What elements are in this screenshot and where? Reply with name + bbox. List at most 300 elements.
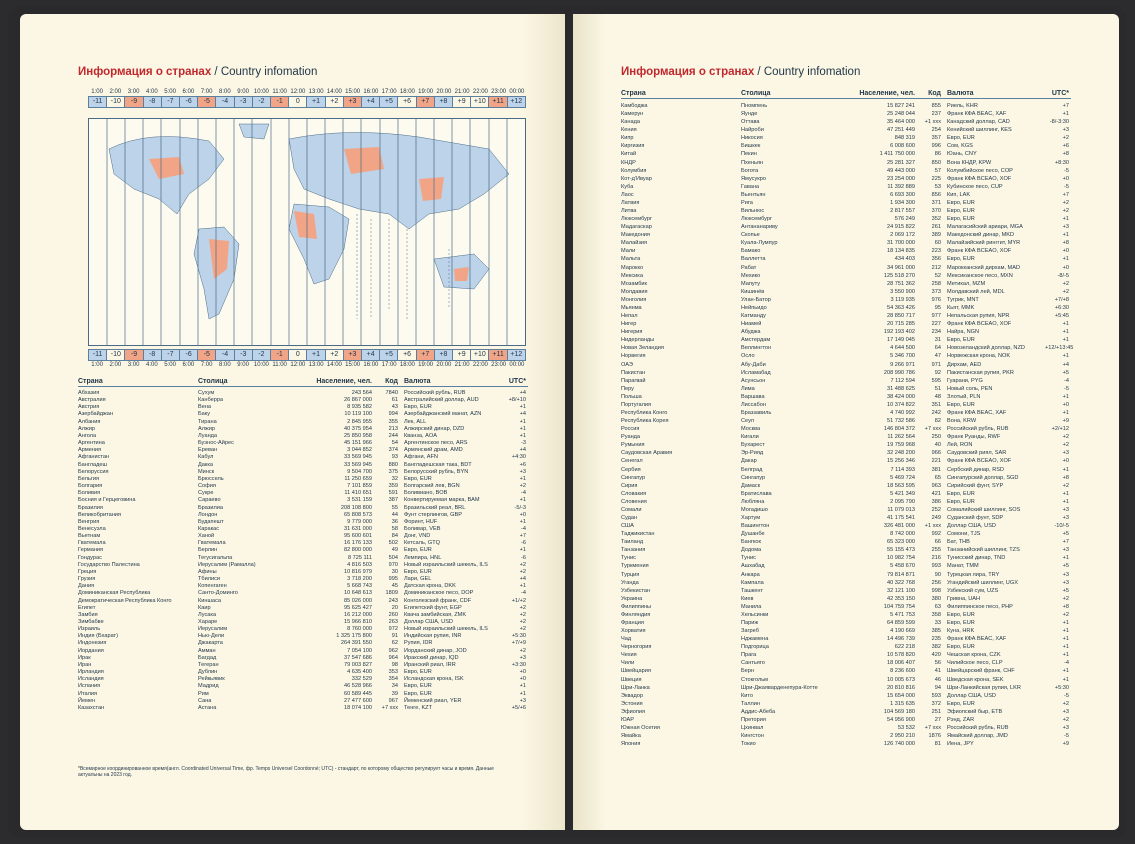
utc-cell: +1 bbox=[519, 690, 526, 697]
population-cell: 243 564 bbox=[351, 390, 372, 396]
table-row bbox=[621, 328, 1071, 336]
table-row bbox=[621, 627, 1071, 635]
utc-cell: -9 bbox=[125, 350, 143, 360]
hour-cell: 10:00 bbox=[253, 362, 269, 368]
country-cell: Казахстан bbox=[78, 704, 105, 711]
country-cell: ОАЭ bbox=[621, 361, 633, 368]
hour-cell: 18:00 bbox=[399, 89, 415, 95]
utc-cell: +9 bbox=[453, 97, 471, 107]
country-cell: Литва bbox=[621, 208, 637, 215]
table-row bbox=[621, 676, 1071, 684]
utc-cell: +3 bbox=[519, 468, 526, 475]
country-cell: Камбоджа bbox=[621, 103, 648, 109]
country-cell: Болгария bbox=[78, 483, 103, 490]
capital-cell: Вена bbox=[198, 404, 212, 411]
currency-cell: Российский рубль, RUB bbox=[947, 725, 1009, 732]
utc-cell: +4:30 bbox=[511, 454, 526, 461]
capital-cell: Сантьяго bbox=[741, 660, 765, 667]
country-cell: Мексика bbox=[621, 272, 643, 279]
utc-cell: +2 bbox=[519, 604, 526, 611]
utc-cell: +2 bbox=[519, 483, 526, 490]
country-cell: Венесуэла bbox=[78, 525, 106, 532]
table-row bbox=[621, 700, 1071, 708]
population-cell: 27 477 600 bbox=[344, 697, 372, 704]
capital-cell: Прага bbox=[741, 652, 757, 659]
population-cell: 146 804 372 bbox=[883, 426, 915, 433]
utc-cell: +1 bbox=[519, 404, 526, 411]
table-row bbox=[621, 159, 1071, 167]
table-row bbox=[78, 512, 528, 519]
country-cell: Колумбия bbox=[621, 167, 647, 174]
country-cell: Аргентина bbox=[78, 440, 105, 447]
table-row bbox=[78, 705, 528, 712]
utc-cell: +5:30 bbox=[511, 633, 526, 640]
code-cell: 992 bbox=[931, 531, 941, 538]
code-cell: 373 bbox=[931, 288, 941, 295]
currency-cell: Евро, EUR bbox=[404, 690, 432, 697]
country-cell: Чад bbox=[621, 636, 632, 643]
code-cell: 63 bbox=[934, 603, 941, 610]
currency-cell: Евро, EUR bbox=[404, 568, 432, 575]
currency-cell: Новый израильский шекель, ILS bbox=[404, 626, 488, 633]
country-cell: Эфиопия bbox=[621, 708, 646, 715]
code-cell: 66 bbox=[934, 539, 941, 546]
population-cell: 2 069 172 bbox=[890, 232, 915, 239]
currency-cell: Сомалийский шиллинг, SOS bbox=[947, 506, 1021, 513]
hour-cell: 21:00 bbox=[454, 362, 470, 368]
utc-cell: +1 bbox=[1062, 652, 1069, 659]
code-cell: 963 bbox=[931, 482, 941, 489]
code-cell: +7 xxx bbox=[924, 725, 941, 732]
utc-cell: -4 bbox=[216, 97, 234, 107]
code-cell: +7 xxx bbox=[381, 704, 398, 711]
table-row bbox=[78, 419, 528, 426]
table-row bbox=[78, 612, 528, 619]
capital-cell: Токио bbox=[741, 741, 756, 748]
currency-cell: Суданский фунт, SDP bbox=[947, 514, 1004, 521]
country-cell: Венгрия bbox=[78, 518, 100, 525]
utc-cell: +1 bbox=[1062, 644, 1069, 651]
code-cell: 972 bbox=[388, 626, 398, 633]
utc-cell: +9 bbox=[453, 350, 471, 360]
currency-cell: Манат, TMM bbox=[947, 563, 979, 570]
currency-cell: Найра, NGN bbox=[947, 329, 980, 336]
currency-cell: Дирхам, AED bbox=[947, 361, 982, 368]
hour-cell: 4:00 bbox=[146, 362, 158, 368]
utc-cell: +1/+2 bbox=[511, 597, 526, 604]
hour-cell: 00:00 bbox=[509, 362, 525, 368]
table-row bbox=[621, 587, 1071, 595]
currency-cell: Афгани, AFN bbox=[404, 454, 438, 461]
currency-cell: Филиппинское песо, PHP bbox=[947, 603, 1013, 610]
header-currency: Валюта bbox=[404, 378, 431, 385]
code-cell: 593 bbox=[931, 692, 941, 699]
population-cell: 25 248 044 bbox=[887, 111, 915, 118]
utc-cell: -7 bbox=[162, 97, 180, 107]
code-cell: 996 bbox=[931, 143, 941, 150]
table-row bbox=[621, 571, 1071, 579]
country-cell: Ирак bbox=[78, 654, 91, 661]
table-row bbox=[78, 655, 528, 662]
header-capital: Столица bbox=[198, 378, 228, 385]
country-cell: Люксембург bbox=[621, 216, 653, 223]
currency-cell: Бат, THB bbox=[947, 539, 970, 546]
utc-cell: +10 bbox=[471, 97, 489, 107]
utc-cell: 0 bbox=[289, 97, 307, 107]
code-cell: 357 bbox=[931, 135, 941, 142]
country-cell: Латвия bbox=[621, 199, 640, 206]
currency-cell: Вона КНДР, KPW bbox=[947, 159, 992, 166]
capital-cell: Сеул bbox=[741, 418, 755, 425]
table-row bbox=[78, 562, 528, 569]
country-cell: Нигер bbox=[621, 321, 637, 328]
utc-cell: +1 bbox=[519, 547, 526, 554]
utc-cell: +2 bbox=[1062, 716, 1069, 723]
currency-cell: Евро, EUR bbox=[404, 683, 432, 690]
utc-cell: -2 bbox=[253, 97, 271, 107]
country-cell: Уганда bbox=[621, 579, 639, 586]
capital-cell: Братислава bbox=[741, 490, 772, 497]
currency-cell: Евро, EUR bbox=[947, 490, 975, 497]
population-cell: 47 251 449 bbox=[887, 127, 915, 134]
capital-cell: Париж bbox=[741, 620, 759, 626]
currency-cell: Болгарский лев, BGN bbox=[404, 483, 460, 490]
country-cell: Канада bbox=[621, 119, 640, 126]
population-cell: 33 569 945 bbox=[344, 454, 372, 461]
code-cell: 34 bbox=[391, 683, 398, 690]
page-title: Информация о странах / Country infomation bbox=[78, 66, 318, 78]
code-cell: 261 bbox=[931, 224, 941, 231]
code-cell: 41 bbox=[934, 668, 941, 675]
hour-cell: 15:00 bbox=[345, 362, 361, 368]
population-cell: 10 648 613 bbox=[344, 590, 372, 597]
utc-cell: +1 bbox=[519, 432, 526, 439]
capital-cell: Нейпьидо bbox=[741, 304, 767, 311]
table-row bbox=[78, 605, 528, 612]
population-cell: 40 375 954 bbox=[344, 425, 372, 432]
utc-cell: +6 bbox=[398, 97, 416, 107]
code-cell: 49 bbox=[391, 547, 398, 554]
currency-cell: Кенийский шиллинг, KES bbox=[947, 127, 1012, 134]
capital-cell: Асунсьон bbox=[741, 377, 766, 384]
table-row bbox=[78, 533, 528, 540]
table-row bbox=[621, 417, 1071, 425]
capital-cell: Шри-Джаяварденепура-Котте bbox=[741, 684, 818, 691]
country-cell: Чехия bbox=[621, 652, 637, 659]
utc-cell: +2 bbox=[1062, 434, 1069, 441]
code-cell: 81 bbox=[934, 741, 941, 748]
currency-cell: Квача замбийская, ZMK bbox=[404, 611, 467, 618]
currency-cell: Боливар, VEB bbox=[404, 525, 441, 532]
currency-cell: Евро, EUR bbox=[404, 547, 432, 554]
code-cell: 55 bbox=[391, 504, 398, 511]
capital-cell: Загреб bbox=[741, 628, 759, 635]
currency-cell: Доллар США, USD bbox=[947, 523, 996, 530]
utc-cell: -2 bbox=[253, 350, 271, 360]
country-cell: Бангладеш bbox=[78, 461, 108, 468]
currency-cell: Тенге, KZT bbox=[404, 704, 433, 711]
population-cell: 23 254 000 bbox=[887, 175, 915, 182]
country-cell: Боливия bbox=[78, 490, 101, 497]
country-cell: Узбекистан bbox=[621, 587, 651, 594]
capital-cell: Будапешт bbox=[198, 518, 224, 525]
code-cell: 1876 bbox=[928, 733, 941, 740]
population-cell: 32 121 100 bbox=[887, 587, 915, 594]
population-cell: 434 403 bbox=[894, 256, 915, 263]
capital-cell: Мадрид bbox=[198, 683, 219, 690]
country-cell: Абхазия bbox=[78, 390, 100, 396]
country-cell: Ангола bbox=[78, 432, 97, 439]
hour-cell: 16:00 bbox=[363, 362, 379, 368]
capital-cell: Манила bbox=[741, 603, 762, 610]
code-cell: 234 bbox=[931, 329, 941, 336]
country-cell: Украина bbox=[621, 595, 643, 602]
hour-cell: 11:00 bbox=[272, 89, 287, 95]
capital-cell: Исламабад bbox=[741, 369, 771, 376]
country-cell: Словения bbox=[621, 498, 647, 505]
country-cell: Исландия bbox=[78, 676, 104, 683]
country-table-right bbox=[621, 102, 1074, 748]
table-row bbox=[621, 401, 1071, 409]
utc-cell: +7 bbox=[1062, 191, 1069, 198]
country-cell: Бразилия bbox=[78, 504, 103, 511]
utc-cell: +3 bbox=[1062, 547, 1069, 554]
currency-cell: Сом, KGS bbox=[947, 143, 973, 150]
population-cell: 4 740 992 bbox=[890, 409, 915, 416]
currency-cell: Армянский драм, AMD bbox=[404, 447, 463, 454]
hour-cell: 10:00 bbox=[253, 89, 269, 95]
hour-cell: 18:00 bbox=[399, 362, 415, 368]
code-cell: 56 bbox=[934, 660, 941, 667]
utc-cell: -4 bbox=[216, 350, 234, 360]
table-row bbox=[621, 393, 1071, 401]
utc-cell: +1 bbox=[1062, 216, 1069, 223]
code-cell: 355 bbox=[388, 418, 398, 425]
currency-cell: Конвертируемая марка, BAM bbox=[404, 497, 480, 504]
code-cell: 387 bbox=[388, 497, 398, 504]
utc-cell: +1 bbox=[1062, 337, 1069, 344]
hour-cell: 20:00 bbox=[436, 89, 452, 95]
utc-cell: +5 bbox=[1062, 531, 1069, 538]
hour-cell: 6:00 bbox=[182, 89, 195, 95]
code-cell: 263 bbox=[388, 619, 398, 625]
header-code: Код bbox=[385, 378, 398, 385]
code-cell: 223 bbox=[931, 248, 941, 255]
capital-cell: Белград bbox=[741, 466, 763, 473]
population-cell: 125 518 270 bbox=[883, 272, 915, 279]
population-cell: 208 108 800 bbox=[340, 504, 372, 511]
country-cell: Чили bbox=[621, 660, 635, 667]
population-cell: 3 119 935 bbox=[890, 296, 915, 303]
country-cell: Мали bbox=[621, 248, 636, 255]
code-cell: +7 xxx bbox=[924, 426, 941, 433]
capital-cell: Варшава bbox=[741, 393, 765, 400]
population-cell: 18 074 100 bbox=[344, 704, 372, 711]
country-cell: Замбия bbox=[78, 611, 98, 618]
utc-cell: +7 bbox=[1062, 539, 1069, 546]
hour-cell: 21:00 bbox=[454, 89, 470, 95]
code-cell: 370 bbox=[931, 208, 941, 215]
table-row bbox=[621, 369, 1071, 377]
population-cell: 54 363 426 bbox=[887, 304, 915, 311]
country-cell: Нидерланды bbox=[621, 337, 655, 344]
hour-cell: 20:00 bbox=[436, 362, 452, 368]
code-cell: 971 bbox=[931, 361, 941, 368]
hour-cell: 16:00 bbox=[363, 89, 379, 95]
utc-cell: +6:30 bbox=[1054, 304, 1069, 311]
country-cell: Австралия bbox=[78, 397, 106, 404]
population-cell: 38 424 000 bbox=[887, 393, 915, 400]
currency-cell: Евро, EUR bbox=[947, 401, 975, 408]
country-cell: Перу bbox=[621, 385, 634, 392]
table-row bbox=[78, 633, 528, 640]
hour-cell: 7:00 bbox=[200, 362, 213, 368]
population-cell: 332 529 bbox=[351, 676, 372, 683]
utc-cell: +1 bbox=[1062, 353, 1069, 360]
utc-cell: +8 bbox=[1062, 603, 1069, 610]
population-cell: 6 693 300 bbox=[890, 191, 915, 198]
hour-cell: 13:00 bbox=[308, 89, 324, 95]
currency-cell: Ямайский доллар, JMD bbox=[947, 733, 1008, 740]
code-cell: 382 bbox=[931, 644, 941, 651]
code-cell: 249 bbox=[931, 514, 941, 521]
population-cell: 2 845 955 bbox=[347, 418, 372, 425]
currency-cell: Донг, VND bbox=[404, 533, 431, 540]
currency-cell: Лей, RON bbox=[947, 442, 973, 449]
currency-cell: Азербайджанский манат, AZN bbox=[404, 411, 482, 418]
country-cell: Гондурас bbox=[78, 554, 102, 561]
currency-cell: Конголезский франк, CDF bbox=[404, 597, 472, 604]
code-cell: 30 bbox=[391, 568, 398, 575]
code-cell: 352 bbox=[931, 216, 941, 223]
utc-cell: +12 bbox=[508, 97, 525, 107]
population-cell: 9 779 000 bbox=[347, 518, 372, 525]
country-cell: Россия bbox=[621, 426, 640, 433]
country-cell: Бельгия bbox=[78, 475, 99, 482]
code-cell: 36 bbox=[391, 518, 398, 525]
country-table-left bbox=[78, 390, 528, 712]
utc-cell: +8 bbox=[435, 350, 453, 360]
hour-cell: 22:00 bbox=[472, 89, 488, 95]
capital-cell: Сана bbox=[198, 697, 212, 704]
population-cell: 4 816 503 bbox=[347, 561, 372, 568]
table-row bbox=[621, 603, 1071, 611]
utc-cell: +3 bbox=[344, 97, 362, 107]
currency-cell: Египетский фунт, EGP bbox=[404, 604, 462, 611]
capital-cell: Баку bbox=[198, 411, 211, 418]
code-cell: 84 bbox=[391, 533, 398, 540]
population-cell: 82 800 000 bbox=[344, 547, 372, 554]
country-cell: Китай bbox=[621, 151, 637, 158]
utc-cell: +2 bbox=[1062, 135, 1069, 142]
table-row bbox=[621, 667, 1071, 675]
code-cell: 213 bbox=[388, 425, 398, 432]
code-cell: 64 bbox=[934, 345, 941, 352]
capital-cell: Копенгаген bbox=[198, 583, 227, 590]
table-row bbox=[621, 320, 1071, 328]
population-cell: 45 151 966 bbox=[344, 440, 372, 447]
code-cell: 351 bbox=[931, 401, 941, 408]
utc-cell: +4 bbox=[362, 97, 380, 107]
country-cell: Пакистан bbox=[621, 369, 646, 376]
capital-cell: Ханой bbox=[198, 533, 215, 540]
country-cell: Македония bbox=[621, 232, 650, 239]
currency-cell: Рэнд, ZAR bbox=[947, 716, 975, 723]
utc-cell: +1 bbox=[1062, 232, 1069, 239]
table-row bbox=[621, 150, 1071, 158]
capital-cell: Сукре bbox=[198, 490, 214, 497]
code-cell: 98 bbox=[391, 661, 398, 668]
header-code: Код bbox=[928, 90, 941, 97]
country-cell: Эквадор bbox=[621, 692, 643, 699]
utc-cell: +0 bbox=[519, 669, 526, 676]
capital-cell: Стокгольм bbox=[741, 676, 769, 683]
hour-cell: 3:00 bbox=[127, 89, 140, 95]
utc-cell: +0 bbox=[1062, 458, 1069, 465]
country-cell: Республика Корея bbox=[621, 418, 669, 425]
table-row bbox=[621, 457, 1071, 465]
hour-cell: 17:00 bbox=[381, 362, 397, 368]
world-map-graphic bbox=[89, 119, 525, 345]
population-cell: 10 374 822 bbox=[887, 401, 915, 408]
population-cell: 326 481 000 bbox=[883, 523, 915, 530]
utc-cell: +0 bbox=[1062, 248, 1069, 255]
currency-cell: Юань, CNY bbox=[947, 151, 977, 158]
capital-cell: Брюссель bbox=[198, 475, 224, 482]
utc-cell: +1 bbox=[519, 418, 526, 425]
code-cell: 39 bbox=[391, 690, 398, 697]
code-cell: 62 bbox=[391, 640, 398, 647]
population-cell: 55 155 473 bbox=[887, 547, 915, 554]
currency-cell: Боливиано, BOB bbox=[404, 490, 448, 497]
code-cell: 244 bbox=[388, 432, 398, 439]
country-cell: Индия (Бхарат) bbox=[78, 633, 118, 640]
hour-cell: 5:00 bbox=[164, 362, 176, 368]
utc-cell: +5:30 bbox=[1054, 684, 1069, 691]
capital-cell: Куала-Лумпур bbox=[741, 240, 778, 247]
utc-cell: -10 bbox=[107, 97, 125, 107]
currency-cell: Бангладешская така, BDT bbox=[404, 461, 472, 468]
table-row bbox=[78, 454, 528, 461]
utc-cell: 0 bbox=[289, 350, 307, 360]
currency-cell: Кип, LAK bbox=[947, 191, 971, 198]
utc-cell: +1 bbox=[1062, 393, 1069, 400]
header-utc: UTC* bbox=[508, 378, 526, 385]
code-cell: 420 bbox=[931, 652, 941, 659]
table-row bbox=[621, 740, 1071, 748]
code-cell: 260 bbox=[388, 611, 398, 618]
capital-cell: Найроби bbox=[741, 127, 764, 134]
table-row bbox=[621, 385, 1071, 393]
country-cell: Азербайджан bbox=[78, 411, 113, 418]
currency-cell: Малагасийский ариари, MGA bbox=[947, 224, 1023, 231]
hour-cell: 19:00 bbox=[418, 362, 434, 368]
capital-cell: Пекин bbox=[741, 151, 757, 158]
utc-cell: +2 bbox=[1062, 611, 1069, 618]
capital-cell: Улан-Батор bbox=[741, 296, 771, 303]
utc-cell: -4 bbox=[1064, 660, 1069, 667]
country-cell: Босния и Герцеговина bbox=[78, 497, 136, 504]
population-cell: 5 471 753 bbox=[890, 611, 915, 618]
capital-cell: Бишкек bbox=[741, 143, 761, 150]
currency-cell: Евро, EUR bbox=[947, 208, 975, 215]
code-cell: 94 bbox=[934, 684, 941, 691]
currency-cell: Франк КФА BCEAO, XOF bbox=[947, 248, 1012, 255]
utc-cell: +3 bbox=[1062, 506, 1069, 513]
code-cell: 381 bbox=[931, 466, 941, 473]
currency-cell: Евро, EUR bbox=[947, 135, 975, 142]
currency-cell: Молдавский лей, MDL bbox=[947, 288, 1005, 295]
